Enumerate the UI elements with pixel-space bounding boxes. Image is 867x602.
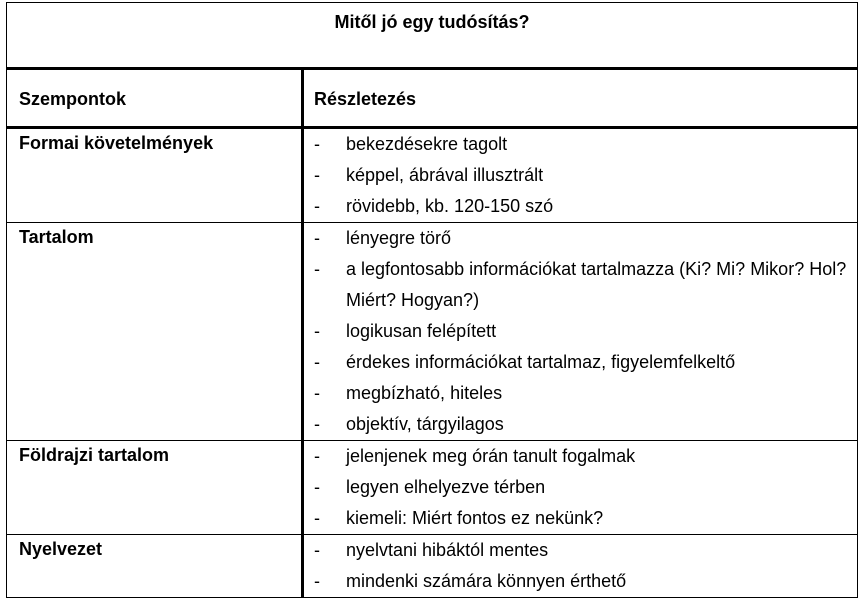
bullet-dash: -: [314, 540, 320, 560]
bullet-dash: -: [314, 321, 320, 341]
list-item-text: bekezdésekre tagolt: [346, 134, 508, 154]
section-item-list: [314, 223, 857, 440]
list-item-text: érdekes információkat tartalmaz, figyelemfelkeltő: [346, 352, 736, 372]
section-label-cell: [7, 223, 303, 441]
list-item: [314, 223, 857, 254]
list-item-text: mindenki számára könnyen érthető: [346, 571, 627, 591]
section-row: [7, 128, 858, 223]
list-item-text: nyelvtani hibáktól mentes: [346, 540, 549, 560]
list-item-text: legyen elhelyezve térben: [346, 477, 546, 497]
section-label: Formai követelmények: [19, 133, 214, 153]
list-item: [314, 254, 857, 316]
list-item: [314, 160, 857, 191]
list-item: [314, 129, 857, 160]
header-cell-criteria: [7, 70, 303, 128]
section-label-cell: [7, 128, 303, 223]
list-item: [314, 347, 857, 378]
list-item-text: jelenjenek meg órán tanult fogalmak: [346, 446, 636, 466]
section-item-list: [314, 129, 857, 222]
section-row: [7, 535, 858, 598]
list-item-text: objektív, tárgyilagos: [346, 414, 504, 434]
section-label-cell: [7, 441, 303, 535]
list-item: [314, 316, 857, 347]
bullet-dash: -: [314, 196, 320, 216]
header-details: Részletezés: [314, 89, 417, 109]
list-item-text: kiemeli: Miért fontos ez nekünk?: [346, 508, 604, 528]
list-item: [314, 409, 857, 440]
section-items-cell: [303, 441, 858, 535]
criteria-document: [6, 2, 858, 598]
bullet-dash: -: [314, 383, 320, 403]
bullet-dash: -: [314, 477, 320, 497]
section-label: Nyelvezet: [19, 539, 103, 559]
document-title: Mitől jó egy tudósítás?: [334, 12, 530, 32]
header-cell-details: [303, 70, 858, 128]
list-item: [314, 191, 857, 222]
criteria-table: [6, 70, 858, 598]
list-item-text: képpel, ábrával illusztrált: [346, 165, 544, 185]
section-items-cell: [303, 535, 858, 598]
bullet-dash: -: [314, 508, 320, 528]
header-row: [7, 70, 858, 128]
section-label-cell: [7, 535, 303, 598]
bullet-dash: -: [314, 134, 320, 154]
bullet-dash: -: [314, 259, 320, 279]
list-item: [314, 566, 857, 597]
section-item-list: [314, 535, 857, 597]
bullet-dash: -: [314, 446, 320, 466]
list-item-text: a legfontosabb információkat tartalmazza (Ki? Mi? Mikor? Hol? Miért? Hogyan?): [346, 259, 847, 310]
bullet-dash: -: [314, 352, 320, 372]
title-row: [6, 2, 858, 70]
section-label: Földrajzi tartalom: [19, 445, 170, 465]
list-item-text: logikusan felépített: [346, 321, 497, 341]
section-label: Tartalom: [19, 227, 94, 247]
list-item: [314, 378, 857, 409]
bullet-dash: -: [314, 165, 320, 185]
section-items-cell: [303, 128, 858, 223]
section-row: [7, 441, 858, 535]
list-item: [314, 503, 857, 534]
list-item-text: rövidebb, kb. 120-150 szó: [346, 196, 554, 216]
bullet-dash: -: [314, 228, 320, 248]
list-item: [314, 472, 857, 503]
section-row: [7, 223, 858, 441]
header-criteria: Szempontok: [19, 89, 127, 109]
list-item: [314, 441, 857, 472]
list-item: [314, 535, 857, 566]
bullet-dash: -: [314, 414, 320, 434]
section-item-list: [314, 441, 857, 534]
list-item-text: megbízható, hiteles: [346, 383, 503, 403]
criteria-sections: [7, 128, 858, 598]
bullet-dash: -: [314, 571, 320, 591]
section-items-cell: [303, 223, 858, 441]
list-item-text: lényegre törő: [346, 228, 452, 248]
